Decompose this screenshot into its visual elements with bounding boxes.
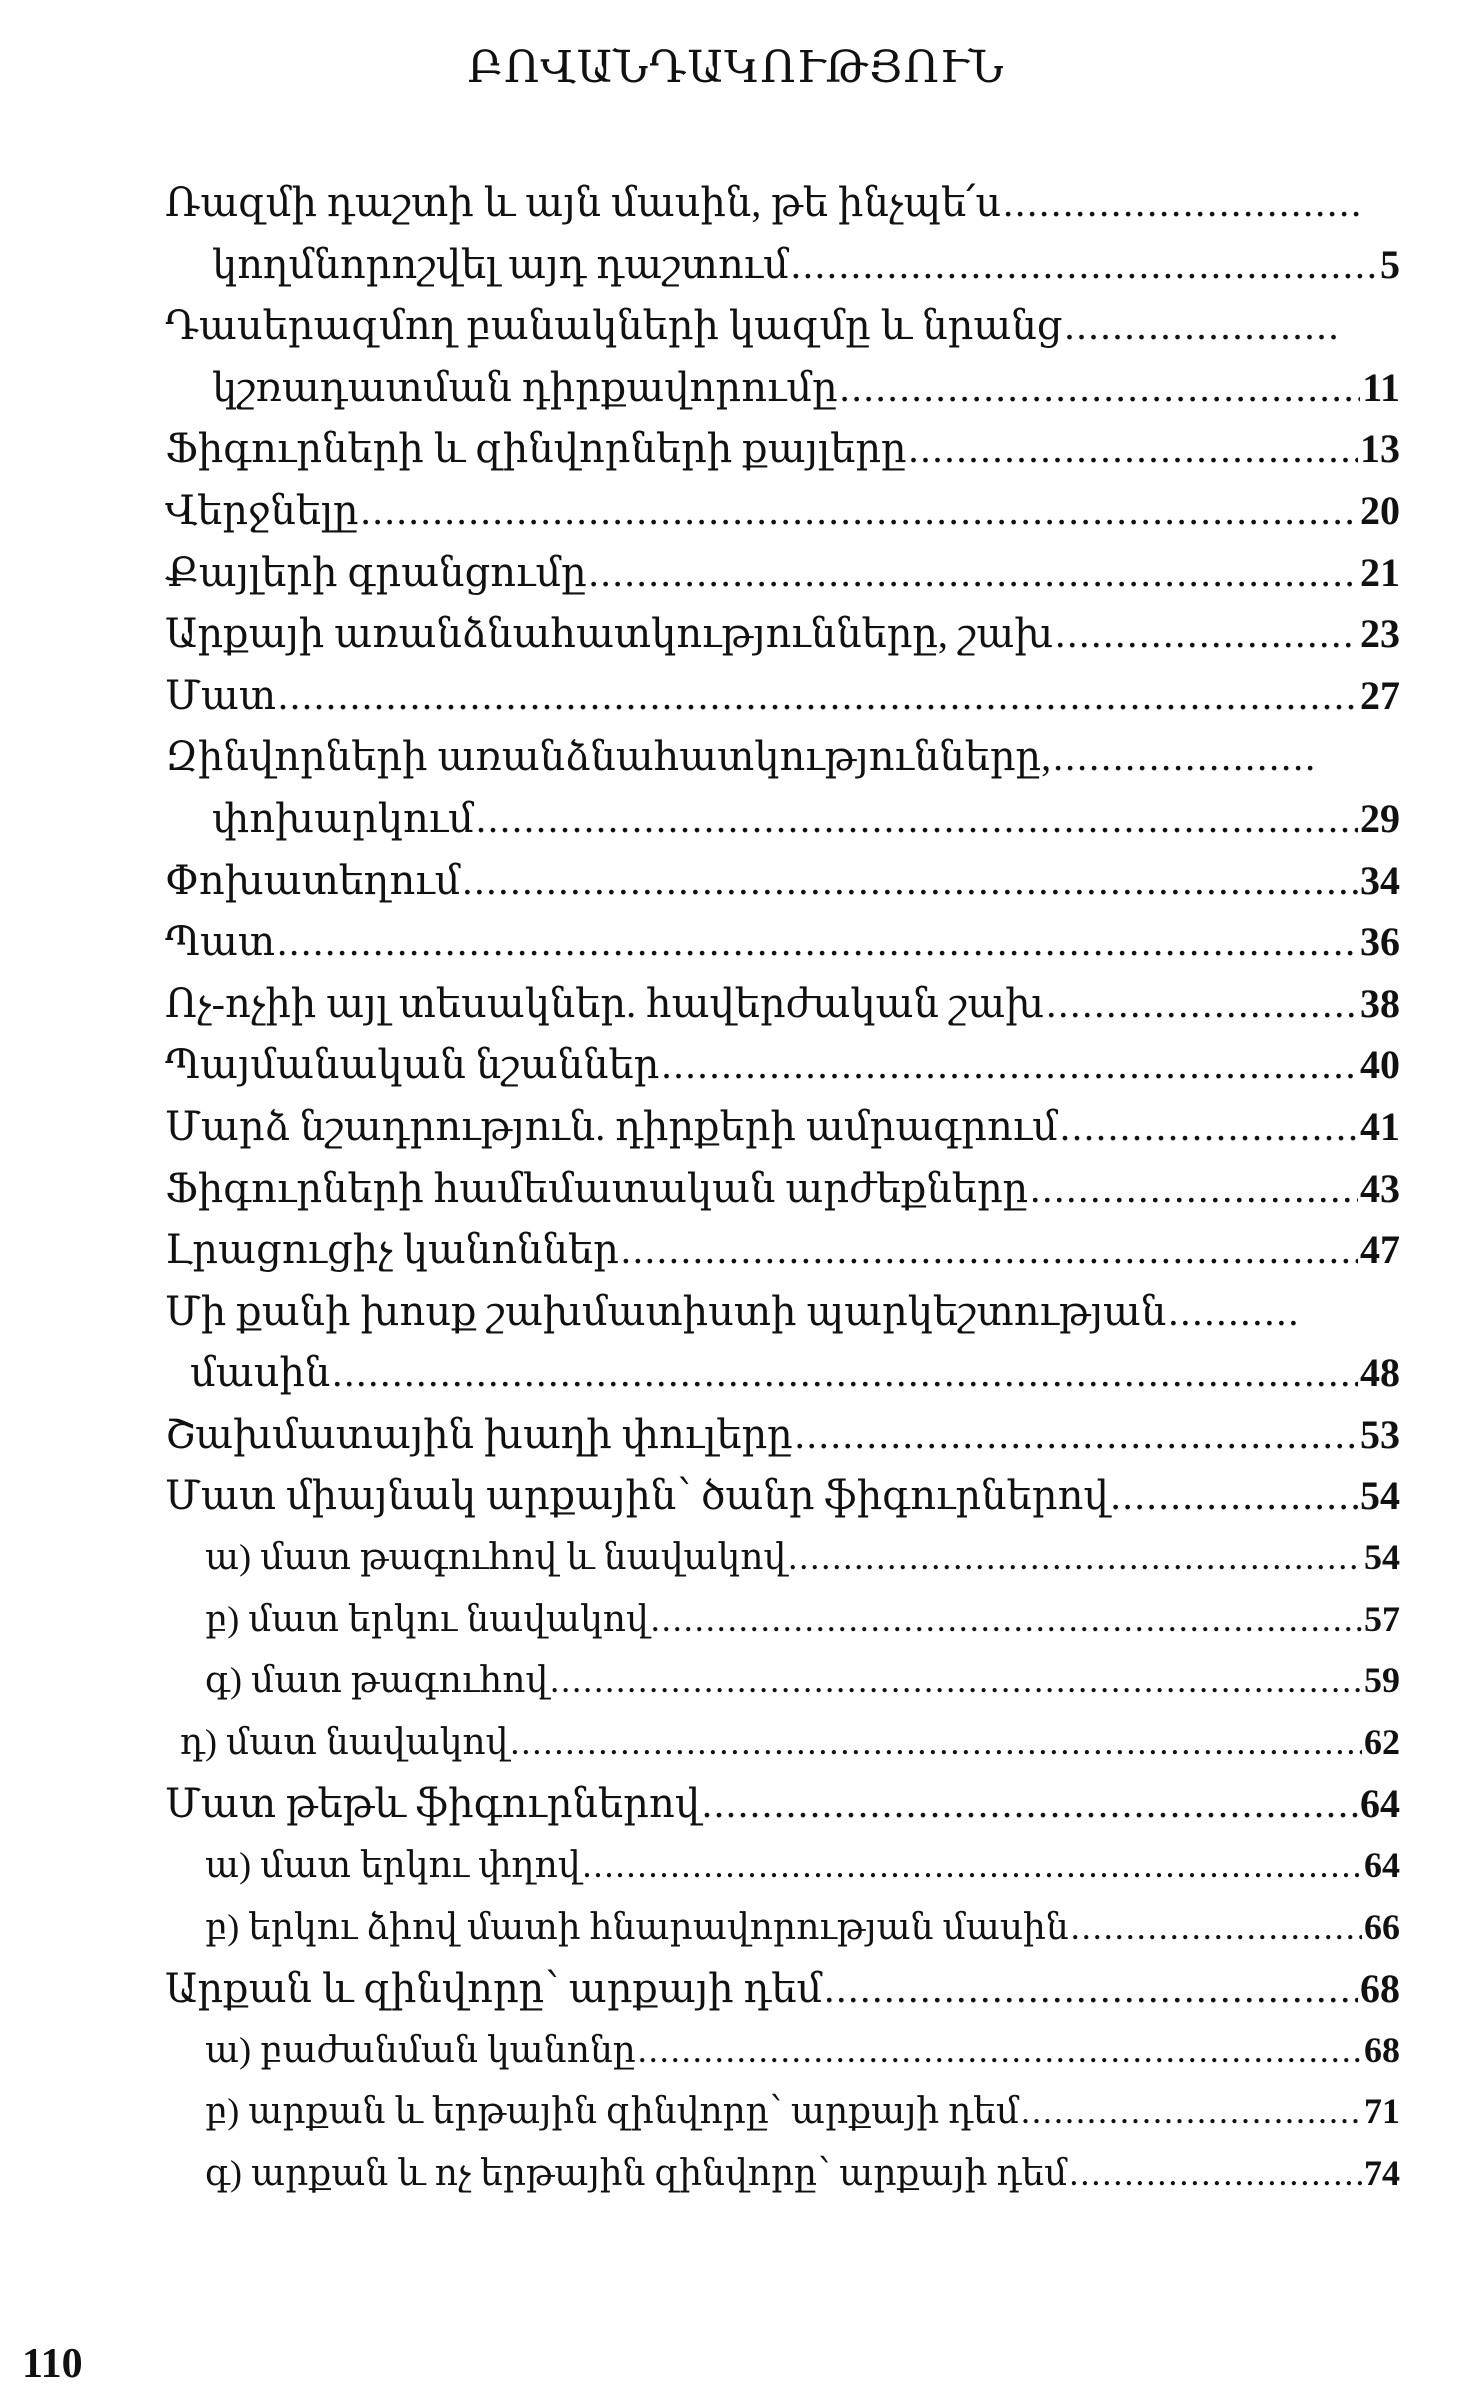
toc-entry-title: Պատ bbox=[165, 919, 276, 965]
toc-line bbox=[165, 911, 1400, 972]
toc-entry-title: բ) արքան և երթային զինվորը՝ արքայի դեմ bbox=[205, 2091, 1020, 2132]
toc-entry-title: Շախմատային խաղի փուլերը bbox=[165, 1411, 793, 1457]
dot-leader bbox=[1065, 295, 1344, 356]
toc-line bbox=[165, 1281, 1305, 1342]
toc-entry-title: Արքայի առանձնահատկությունները, շախ bbox=[165, 611, 1054, 657]
toc-entry-title: Մատ թեթև ֆիգուրներով bbox=[165, 1781, 701, 1827]
toc-entry bbox=[0, 1835, 1472, 1897]
dot-leader bbox=[909, 418, 1358, 479]
toc-entry-title: փոխարկում bbox=[212, 795, 474, 841]
toc-line bbox=[205, 1527, 1400, 1588]
toc-entry bbox=[0, 2143, 1472, 2205]
toc-line bbox=[205, 2143, 1400, 2204]
toc-entry-page: 5 bbox=[1380, 241, 1400, 287]
toc-entry bbox=[0, 357, 1472, 419]
toc-entry-title: Ֆիգուրների համեմատական արժեքները bbox=[165, 1165, 1029, 1211]
dot-leader bbox=[1060, 1096, 1358, 1157]
toc-entry bbox=[0, 973, 1472, 1035]
toc-line bbox=[165, 665, 1400, 726]
toc-entry-page: 74 bbox=[1364, 2153, 1400, 2193]
toc-entry-title: ա) մատ թագուհով և նավակով bbox=[205, 1537, 787, 1578]
dot-leader bbox=[651, 1589, 1362, 1650]
toc-entry-title: Վերջնելը bbox=[165, 487, 359, 533]
toc-entry bbox=[0, 1158, 1472, 1220]
toc-entry bbox=[0, 1281, 1472, 1343]
toc-entry-title: Դասերազմող բանակների կազմը և նրանց bbox=[165, 303, 1063, 349]
toc-entry-title: Ոչ-ոչիի այլ տեսակներ. հավերժական շախ bbox=[165, 980, 1045, 1026]
toc-entry-title: Փոխատեղում bbox=[165, 857, 461, 903]
dot-leader bbox=[1069, 2143, 1362, 2204]
toc-entry bbox=[0, 1773, 1472, 1835]
toc-entry-page: 71 bbox=[1364, 2091, 1400, 2132]
toc-entry-page: 48 bbox=[1360, 1350, 1400, 1396]
toc-entry bbox=[0, 1589, 1472, 1651]
toc-entry bbox=[0, 788, 1472, 850]
toc-entry-title: Ռազմի դաշտի և այն մասին, թե ինչպե՛ս bbox=[165, 180, 1002, 225]
dot-leader bbox=[583, 1835, 1362, 1896]
toc-entry-page: 11 bbox=[1362, 364, 1400, 410]
toc-entry bbox=[0, 1650, 1472, 1712]
dot-leader bbox=[702, 1773, 1358, 1834]
toc-line bbox=[165, 1219, 1400, 1280]
toc-line bbox=[165, 850, 1400, 911]
toc-entry-title: Մի քանի խոսք շախմատիստի պարկեշտության bbox=[165, 1288, 1167, 1334]
toc-entry-page: 21 bbox=[1360, 549, 1400, 595]
dot-leader bbox=[621, 1219, 1358, 1280]
table-of-contents bbox=[0, 172, 1472, 2205]
dot-leader bbox=[661, 1034, 1358, 1095]
dot-leader bbox=[1055, 603, 1358, 664]
toc-entry bbox=[0, 1897, 1472, 1959]
toc-entry-page: 66 bbox=[1364, 1906, 1400, 1947]
dot-leader bbox=[824, 1958, 1358, 2019]
toc-entry-page: 59 bbox=[1364, 1660, 1400, 1701]
toc-line bbox=[165, 1158, 1400, 1219]
toc-entry-title: բ) մատ երկու նավակով bbox=[205, 1598, 649, 1639]
toc-entry-page: 29 bbox=[1360, 795, 1400, 841]
toc-line bbox=[165, 726, 1320, 787]
toc-entry-title: գ) մատ թագուհով bbox=[205, 1660, 549, 1701]
toc-line bbox=[165, 973, 1400, 1034]
toc-entry bbox=[0, 172, 1472, 234]
dot-leader bbox=[1021, 2081, 1362, 2142]
toc-line bbox=[212, 788, 1400, 849]
dot-leader bbox=[462, 850, 1358, 911]
dot-leader bbox=[791, 234, 1378, 295]
toc-entry-page: 47 bbox=[1360, 1227, 1400, 1273]
toc-entry bbox=[0, 603, 1472, 665]
toc-line bbox=[165, 603, 1400, 664]
toc-entry-title: ա) մատ երկու փղով bbox=[205, 1845, 581, 1886]
toc-line bbox=[205, 2081, 1400, 2142]
dot-leader bbox=[1168, 1281, 1303, 1342]
dot-leader bbox=[277, 911, 1358, 972]
toc-line bbox=[165, 480, 1400, 541]
toc-line bbox=[205, 2020, 1400, 2081]
toc-entry bbox=[0, 234, 1472, 296]
toc-entry-title: Մարձ նշադրություն. դիրքերի ամրագրում bbox=[165, 1103, 1058, 1149]
toc-line bbox=[165, 1034, 1400, 1095]
dot-leader bbox=[788, 1527, 1362, 1588]
dot-leader bbox=[589, 542, 1358, 603]
toc-line bbox=[165, 172, 1365, 233]
toc-entry-title: Մատ միայնակ արքային՝ ծանր ֆիգուրներով bbox=[165, 1473, 1109, 1519]
toc-entry-title: կողմնորոշվել այդ դաշտում bbox=[212, 241, 789, 287]
toc-entry-page: 54 bbox=[1360, 1473, 1400, 1519]
dot-leader bbox=[1046, 973, 1358, 1034]
dot-leader bbox=[1030, 1158, 1358, 1219]
toc-entry bbox=[0, 1342, 1472, 1404]
dot-leader bbox=[1053, 726, 1318, 787]
dot-leader bbox=[476, 788, 1358, 849]
toc-entry-title: գ) արքան և ոչ երթային զինվորը՝ արքայի դեմ bbox=[205, 2153, 1068, 2193]
toc-entry bbox=[0, 1034, 1472, 1096]
toc-entry bbox=[0, 1465, 1472, 1527]
toc-entry-title: կշռադատման դիրքավորումը bbox=[212, 364, 838, 410]
toc-line bbox=[212, 234, 1400, 295]
toc-entry-page: 54 bbox=[1364, 1537, 1400, 1578]
toc-entry-title: բ) երկու ձիով մատի հնարավորության մասին bbox=[205, 1906, 1069, 1947]
toc-entry-page: 41 bbox=[1360, 1103, 1400, 1149]
page-number: 110 bbox=[22, 2341, 83, 2387]
toc-line bbox=[165, 1465, 1400, 1526]
toc-entry-title: մասին bbox=[190, 1350, 331, 1396]
dot-leader bbox=[1111, 1465, 1358, 1526]
toc-entry-page: 64 bbox=[1364, 1845, 1400, 1886]
toc-entry bbox=[0, 1958, 1472, 2020]
toc-line bbox=[165, 1404, 1400, 1465]
toc-entry bbox=[0, 542, 1472, 604]
toc-line bbox=[205, 1589, 1400, 1650]
toc-line bbox=[190, 1342, 1400, 1403]
toc-entry-title: Լրացուցիչ կանոններ bbox=[165, 1227, 619, 1273]
dot-leader bbox=[361, 480, 1358, 541]
toc-entry-page: 27 bbox=[1360, 672, 1400, 718]
toc-entry-title: Ֆիգուրների և զինվորների քայլերը bbox=[165, 426, 907, 472]
toc-entry bbox=[0, 418, 1472, 480]
toc-entry-page: 43 bbox=[1360, 1165, 1400, 1211]
toc-entry bbox=[0, 2020, 1472, 2082]
dot-leader bbox=[332, 1342, 1358, 1403]
toc-line bbox=[212, 357, 1400, 418]
toc-entry-page: 20 bbox=[1360, 487, 1400, 533]
toc-entry bbox=[0, 1404, 1472, 1466]
toc-entry-page: 23 bbox=[1360, 611, 1400, 657]
toc-entry-page: 13 bbox=[1360, 426, 1400, 472]
toc-entry bbox=[0, 1219, 1472, 1281]
page-title: ԲՈՎԱՆԴԱԿՈՒԹՅՈՒՆ bbox=[467, 43, 1005, 92]
toc-entry bbox=[0, 2081, 1472, 2143]
toc-line bbox=[165, 1958, 1400, 2019]
toc-entry-page: 36 bbox=[1360, 919, 1400, 965]
toc-entry-page: 64 bbox=[1360, 1781, 1400, 1827]
toc-line bbox=[180, 1712, 1400, 1773]
dot-leader bbox=[278, 665, 1358, 726]
toc-entry-title: Քայլերի գրանցումը bbox=[165, 549, 587, 595]
toc-entry-page: 68 bbox=[1364, 2029, 1400, 2070]
toc-line bbox=[205, 1897, 1400, 1958]
toc-line bbox=[205, 1650, 1400, 1711]
toc-entry bbox=[0, 1096, 1472, 1158]
toc-entry-title: ա) բաժանման կանոնը bbox=[205, 2029, 636, 2070]
toc-entry-page: 62 bbox=[1364, 1721, 1400, 1762]
toc-entry-title: Պայմանական նշաններ bbox=[165, 1042, 660, 1088]
toc-entry bbox=[0, 1712, 1472, 1774]
toc-entry-page: 38 bbox=[1360, 980, 1400, 1026]
toc-line bbox=[165, 295, 1345, 356]
toc-line bbox=[205, 1835, 1400, 1896]
toc-entry bbox=[0, 665, 1472, 727]
toc-entry-page: 40 bbox=[1360, 1042, 1400, 1088]
toc-entry bbox=[0, 911, 1472, 973]
dot-leader bbox=[795, 1404, 1358, 1465]
toc-entry-page: 57 bbox=[1364, 1598, 1400, 1639]
toc-entry-page: 34 bbox=[1360, 857, 1400, 903]
dot-leader bbox=[510, 1712, 1362, 1773]
toc-line bbox=[165, 1773, 1400, 1834]
dot-leader bbox=[638, 2020, 1362, 2081]
toc-line bbox=[165, 418, 1400, 479]
toc-entry bbox=[0, 1527, 1472, 1589]
toc-entry-page: 68 bbox=[1360, 1966, 1400, 2012]
toc-entry bbox=[0, 480, 1472, 542]
dot-leader bbox=[550, 1650, 1362, 1711]
dot-leader bbox=[1071, 1897, 1362, 1958]
toc-entry bbox=[0, 726, 1472, 788]
toc-entry-title: Զինվորների առանձնահատկությունները, bbox=[165, 734, 1052, 780]
dot-leader bbox=[840, 357, 1361, 418]
toc-line bbox=[165, 1096, 1400, 1157]
toc-entry-page: 53 bbox=[1360, 1411, 1400, 1457]
dot-leader bbox=[1003, 172, 1363, 233]
toc-entry-title: Մատ bbox=[165, 672, 277, 718]
toc-entry-title: դ) մատ նավակով bbox=[180, 1721, 509, 1762]
toc-line bbox=[165, 542, 1400, 603]
toc-entry bbox=[0, 850, 1472, 912]
toc-entry bbox=[0, 295, 1472, 357]
toc-entry-title: Արքան և զինվորը՝ արքայի դեմ bbox=[165, 1966, 823, 2012]
